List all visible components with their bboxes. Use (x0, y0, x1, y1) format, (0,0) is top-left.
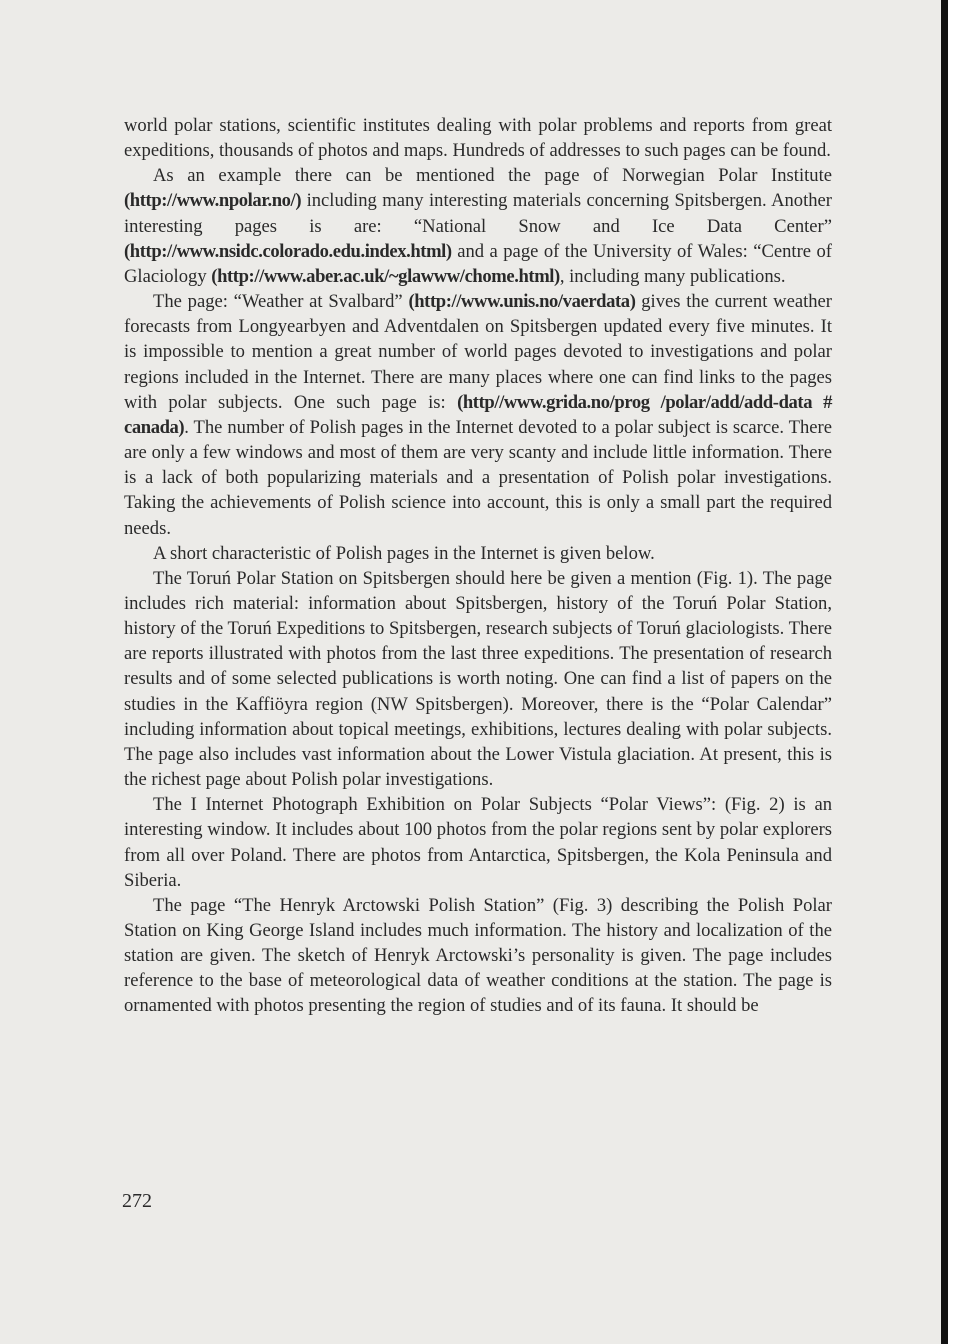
paragraph-text: The page “The Henryk Arctowski Polish Station” (Fig. 3) describing the Polish Polar Station on King George Island includes much information. The history and localization of the station are given. The sketch of Henryk Arctowski’s personality is given. The page includes reference to the base of meteorological data of weather conditions at the station. The page is ornamented with photos presenting the region of studies and of its fauna. It should be (124, 894, 832, 1017)
paragraph (124, 289, 832, 541)
paragraph (124, 566, 832, 792)
paragraph-text: gives the current weather forecasts from Longyearbyen and Adventdalen on Spitsbergen updated every five minutes. It is impossible to mention a great number of world pages devoted to investigations and polar regions included in the Internet. There are many places where one can find links to the pages with polar subjects. One such page is: (124, 291, 832, 413)
url-text: (http://www.aber.ac.uk/~glawww/chome.html) (211, 265, 560, 287)
paragraph (124, 113, 832, 163)
url-text: (http//www.grida.no/prog /polar/add/add-data # canada) (124, 391, 832, 438)
paragraph-text: . The number of Polish pages in the Internet devoted to a polar subject is scarce. There are only a few windows and most of them are very scanty and include little information. There is a lack of both popularizing materials and a presentation of Polish polar investigations. Taking the achievements of Polish science into account, this is only a small part the required needs. (124, 416, 832, 539)
paragraph-text: , including many publications. (559, 265, 786, 287)
paragraph-text: A short characteristic of Polish pages in the Internet is given below. (153, 542, 655, 564)
page-margin-right (948, 0, 960, 1344)
paragraph (124, 541, 832, 566)
paragraph-text: world polar stations, scientific institutes dealing with polar problems and reports from great expeditions, thousands of photos and maps. Hundreds of addresses to such pages can be found. (124, 115, 832, 162)
paragraph (124, 792, 832, 893)
page-number: 272 (122, 1190, 152, 1212)
paragraph (124, 893, 832, 1019)
paragraph-text: As an example there can be mentioned the page of Norwegian Polar Institute (153, 165, 832, 187)
url-text: (http://www.nsidc.colorado.edu.index.html) (124, 240, 452, 262)
paragraph-text: The I Internet Photograph Exhibition on Polar Subjects “Polar Views”: (Fig. 2) is an interesting window. It includes about 100 photos from the polar regions sent by polar explorers from all over Poland. There are photos from Antarctica, Spitsbergen, the Kola Peninsula and Siberia. (124, 794, 832, 891)
paragraph (124, 163, 832, 289)
body-text (124, 113, 832, 1019)
paragraph-text: and a page of the University of Wales: “Centre of Glaciology (124, 240, 832, 287)
url-text: (http://www.unis.no/vaerdata) (408, 291, 636, 313)
url-text: (http://www.npolar.no/) (124, 190, 302, 212)
paragraph-text: The page: “Weather at Svalbard” (153, 291, 409, 313)
paragraph-text: including many interesting materials concerning Spitsbergen. Another interesting pages is are: “National Snow and Ice Data Center” (124, 190, 832, 237)
paragraph-text: The Toruń Polar Station on Spitsbergen should here be given a mention (Fig. 1). The page includes rich material: information about Spitsbergen, history of the Toruń Polar Station, history of the Toruń Expeditions to Spitsbergen, research subjects of Toruń glaciologists. There are reports illustrated with photos from the last three expeditions. The presentation of research results and of some selected publications is worth noting. One can find a list of papers on the studies in the Kaffiöyra region (NW Spitsbergen). Moreover, there is the “Polar Calendar” including information about topical meetings, exhibitions, lectures dealing with polar subjects. The page also includes vast information about the Lower Vistula glaciation. At present, this is the richest page about Polish polar investigations. (124, 567, 832, 791)
scan-edge (941, 0, 948, 1344)
